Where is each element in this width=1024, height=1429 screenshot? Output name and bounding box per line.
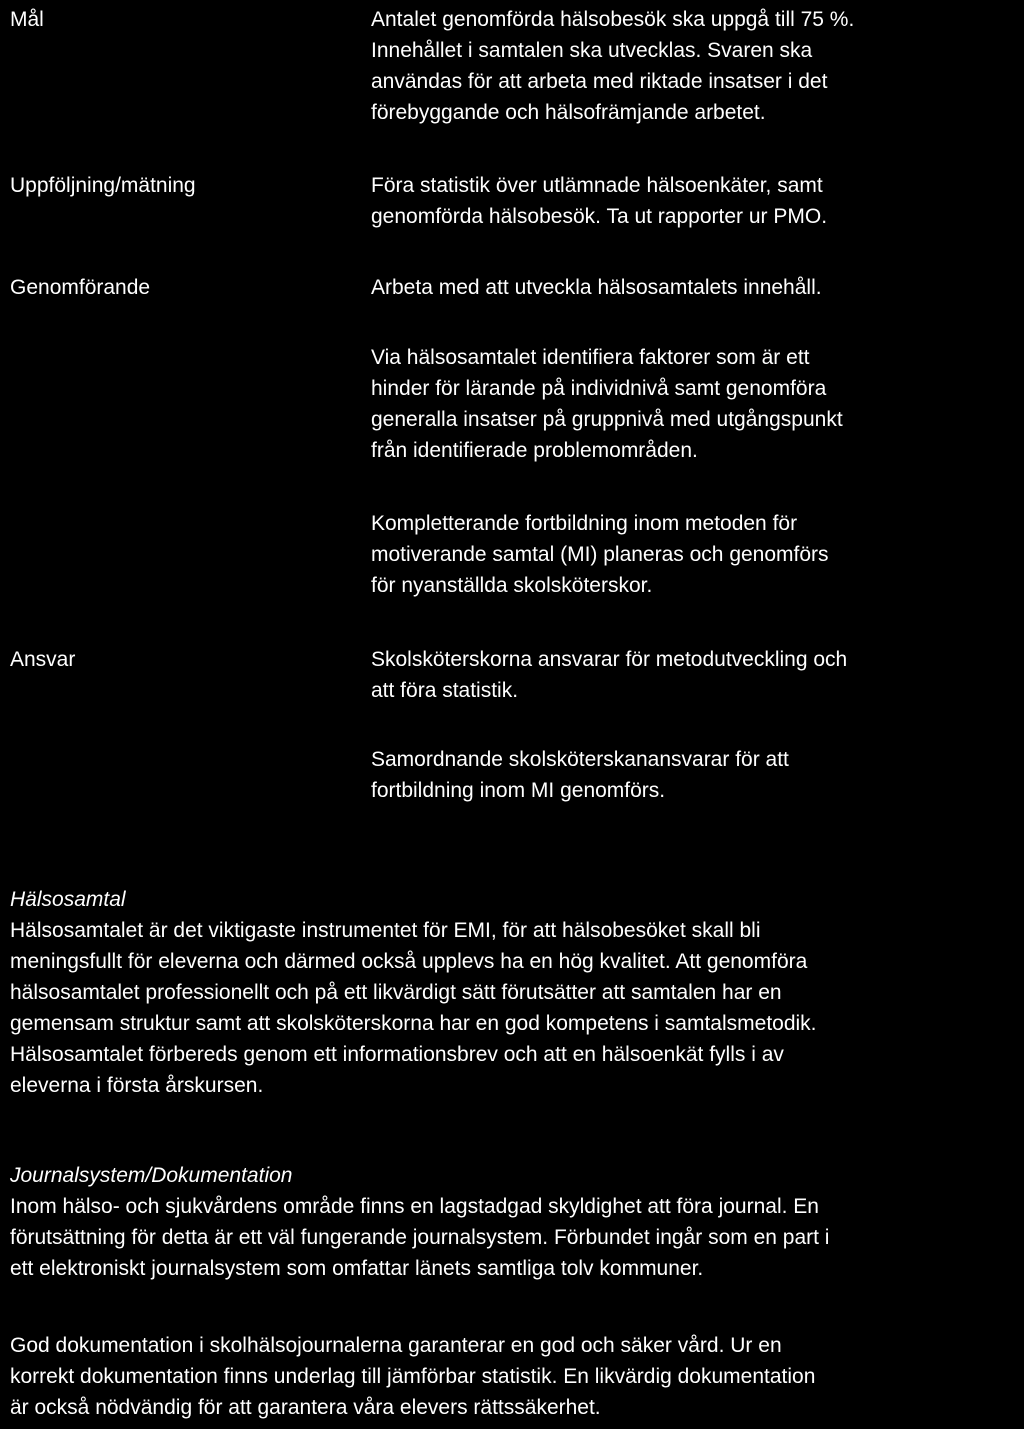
text-line: God dokumentation i skolhälsojournalerna garanterar en god och säker vård. Ur en [10, 1334, 782, 1357]
mal-text [371, 4, 1011, 128]
section-journalsystem [10, 1160, 1020, 1284]
text-line: hälsosamtalet professionellt och på ett likvärdigt sätt förutsätter att samtalen har en [10, 981, 782, 1004]
genomforande-paragraph-3 [371, 508, 1011, 601]
section-heading-halsosamtal: Hälsosamtal [10, 888, 126, 911]
text-line: motiverande samtal (MI) planeras och genomförs [371, 543, 829, 566]
ansvar-paragraph-2 [371, 744, 1011, 806]
text-line: att föra statistik. [371, 679, 519, 702]
text-line: fortbildning inom MI genomförs. [371, 779, 666, 802]
journalsystem-body-2 [10, 1330, 1020, 1423]
text-line: ett elektroniskt journalsystem som omfattar länets samtliga tolv kommuner. [10, 1257, 704, 1280]
text-line: Antalet genomförda hälsobesök ska uppgå till 75 %. [371, 8, 855, 31]
row-label-ansvar: Ansvar [10, 648, 76, 671]
text-line: eleverna i första årskursen. [10, 1074, 264, 1097]
text-line: Arbeta med att utveckla hälsosamtalets innehåll. [371, 276, 822, 299]
row-label-mal: Mål [10, 8, 44, 31]
text-line: från identifierade problemområden. [371, 439, 698, 462]
text-line: meningsfullt för eleverna och därmed också upplevs ha en hög kvalitet. Att genomföra [10, 950, 808, 973]
text-line: förutsättning för detta är ett väl fungerande journalsystem. Förbundet ingår som en part i [10, 1226, 830, 1249]
text-line: förebyggande och hälsofrämjande arbetet. [371, 101, 766, 124]
row-value-genomforande [371, 272, 1011, 303]
text-line: Kompletterande fortbildning inom metoden för [371, 512, 798, 535]
text-line: Hälsosamtalet förbereds genom ett informationsbrev och att en hälsoenkät fylls i av [10, 1043, 784, 1066]
text-line: Inom hälso- och sjukvårdens område finns en lagstadgad skyldighet att föra journal. En [10, 1195, 819, 1218]
row-label-genomforande: Genomförande [10, 276, 151, 299]
row-value-mal [371, 4, 1011, 128]
text-line: Via hälsosamtalet identifiera faktorer som är ett [371, 346, 810, 369]
text-line: användas för att arbeta med riktade insatser i det [371, 70, 828, 93]
text-line: hinder för lärande på individnivå samt genomföra [371, 377, 827, 400]
text-line: Innehållet i samtalen ska utvecklas. Svaren ska [371, 39, 813, 62]
text-line: Föra statistik över utlämnade hälsoenkäter, samt [371, 174, 823, 197]
genomforande-paragraph-2 [371, 342, 1011, 466]
text-line: Hälsosamtalet är det viktigaste instrumentet för EMI, för att hälsobesöket skall bli [10, 919, 761, 942]
journalsystem-body-1 [10, 1191, 1020, 1284]
section-heading-journalsystem: Journalsystem/Dokumentation [10, 1164, 293, 1187]
text-line: för nyanställda skolsköterskor. [371, 574, 653, 597]
row-value-uppfoljning [371, 170, 1011, 232]
text-line: korrekt dokumentation finns underlag till jämförbar statistik. En likvärdig dokumentation [10, 1365, 816, 1388]
text-line: generalla insatser på gruppnivå med utgångspunkt [371, 408, 843, 431]
halsosamtal-body [10, 915, 1020, 1101]
section-halsosamtal [10, 884, 1020, 1101]
text-line: gemensam struktur samt att skolsköterskorna har en god kompetens i samtalsmetodik. [10, 1012, 817, 1035]
row-value-ansvar [371, 644, 1011, 706]
text-line: Skolsköterskorna ansvarar för metodutveckling och [371, 648, 848, 671]
row-label-uppfoljning: Uppföljning/mätning [10, 174, 196, 197]
text-line: är också nödvändig för att garantera våra elevers rättssäkerhet. [10, 1396, 601, 1419]
text-line: Samordnande skolsköterskanansvarar för att [371, 748, 789, 771]
text-line: genomförda hälsobesök. Ta ut rapporter ur PMO. [371, 205, 828, 228]
